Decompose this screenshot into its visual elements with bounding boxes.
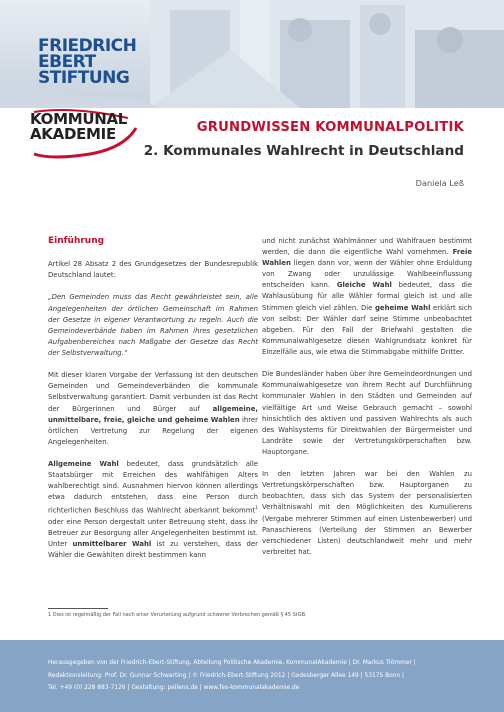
paragraph-intro: Artikel 28 Absatz 2 des Grundgesetzes der Bundesrepublik Deutschland lautet: (48, 260, 258, 280)
fes-logo-line-2: EBERT (38, 52, 96, 72)
series-title: GRUNDWISSEN KOMMUNALPOLITIK (196, 120, 464, 135)
footnote-marker: 1 (255, 506, 258, 512)
fes-logo (38, 38, 138, 90)
bold-run: geheime Wahl (375, 303, 431, 312)
footer-text (48, 657, 416, 695)
kommunalakademie-logo (30, 112, 140, 162)
text-run: ihrer örtlichen Vertretung zur Regelung der eigenen Angelegenheiten. (48, 415, 259, 446)
paragraph-verfassung (48, 370, 258, 448)
text-run: bedeutet, dass grundsätzlich alle Staatsbürger mit Erreichen des wahlfähigen Alters wahlberechtigt sind. Ausnahmen hiervon können allerdings etwa dadurch entstehen, dass eine Person durch richterlichen Beschluss das Wahlrecht aberkannt bekommt (48, 460, 258, 515)
bold-run: unmittelbarer Wahl (72, 540, 152, 549)
text-run: und nicht zunächst Wahlmänner und Wahlfrauen bestimmt werden, die dann die eigentliche Wahl vornehmen. (262, 237, 472, 257)
bold-run: allgemeine, unmittelbare, freie, gleiche und geheime Wahlen (48, 404, 258, 424)
bold-run: Allgemeine Wahl (48, 460, 119, 469)
text-run: bedeutet, dass die Wahlausübung für alle Wähler formal gleich ist und alle Stimmen gleich viel zählen. Die (262, 281, 472, 312)
ka-logo-line-1: KOMMUNAL (30, 110, 128, 128)
text-run: oder eine Person dergestalt unter Betreuung steht, dass ihr Betreuer zur Besorgung aller Angelegenheiten bestimmt ist. Unter (48, 517, 258, 549)
text-run: erklärt sich von selbst: Der Wähler darf seine Stimme unbeobachtet abgeben. Für den Fall der Briefwahl gestalten die Kommunalwahlgesetze diesen Wahlgrundsatz konkret für Einzelfälle aus, wie etwa die Stimmabgabe mithilfe Dritter. (262, 303, 472, 356)
footer-line-editor: Redaktionsleitung: Prof. Dr. Gunnar Schwarting | © Friedrich-Ebert-Stiftung 2012 | Godesberger Allee 149 | 53175 Bonn | (48, 672, 405, 679)
footer-line-contact: Tel. +49 (0) 228 883-7126 | Gestaltung: pellens.de | www.fes-kommunalakademie.de (48, 685, 300, 692)
fes-logo-line-3: STIFTUNG (38, 68, 130, 88)
paragraph-allgemeine-wahl (48, 459, 258, 561)
text-run: liegen dann vor, wenn der Wähler ohne Erduldung von Zwang oder unzulässige Wahlbeeinflussung entscheiden kann. (262, 259, 472, 290)
paragraph-verhaeltniswahl: In den letzten Jahren war bei den Wahlen zu Vertretungskörperschaften bzw. Hauptorganen zu beobachten, dass sich das System der personalisierten Verhältniswahl mit den Möglichkeiten des Kumulierens (Vergabe mehrerer Stimmen auf einen Listenbewerber) und Panaschierens (Verteilung der Stimmen an Bewerber verschiedener Listen) deutschlandweit mehr und mehr verbreitet hat. (262, 470, 472, 556)
paragraph-wahlgrundsaetze (262, 236, 472, 358)
text-run: Mit dieser klaren Vorgabe der Verfassung ist den deutschen Gemeinden und Gemeindeverbänden die kommunale Selbstverwaltung garantiert. Damit verbunden ist das Recht der Bürgerinnen und Bürger auf (48, 371, 258, 413)
fes-logo-line-1: FRIEDRICH (38, 36, 137, 56)
left-column (48, 236, 258, 572)
text-run: ist zu verstehen, dass der Wähler die Gewählten direkt bestimmen kann (48, 540, 258, 560)
document-title: 2. Kommunales Wahlrecht in Deutschland (143, 143, 464, 159)
grundgesetz-quote: „Den Gemeinden muss das Recht gewährleistet sein, alle Angelegenheiten der örtlichen Gemeinschaft im Rahmen der Gesetze in eigener Verantwortung zu regeln. Auch die Gemeindeverbände haben im Rahmen ihres gesetzlichen Aufgabenbereiches nach Maßgabe der Gesetze das Recht der Selbstverwaltung.“ (48, 293, 258, 357)
right-column (262, 236, 472, 569)
paragraph-bundeslaender: Die Bundesländer haben über ihre Gemeindeordnungen und Kommunalwahlgesetze von ihrem Recht auf Durchführung kommunaler Wahlen in den Städten und Gemeinden auf vielfältige Art und Weise Gebrauch gemacht – sowohl hinsichtlich des aktiven und passiven Wahlrechts als auch des Wahlsystems für Direktwahlen der Bürgermeister und Landräte sowie der Vertretungskörperschaften bzw. Hauptorgane. (262, 370, 472, 456)
bold-run: Freie Wahlen (262, 248, 472, 268)
author-name: Daniela Leß (415, 178, 464, 188)
ka-logo-line-2: AKADEMIE (30, 125, 116, 143)
footer-bar (0, 640, 504, 712)
section-heading: Einführung (48, 236, 105, 246)
footer-line-publisher: Herausgegeben von der Friedrich-Ebert-Stiftung, Abteilung Politische Akademie, KommunalAkademie | Dr. Markus Trömmer | (48, 660, 416, 666)
footnote: 1 Dies ist regelmäßig der Fall nach einer Verurteilung aufgrund schwerer Verbrechen gemäß § 45 StGB. (48, 612, 307, 618)
footnote-divider (48, 608, 108, 609)
bold-run: Gleiche Wahl (336, 281, 392, 290)
